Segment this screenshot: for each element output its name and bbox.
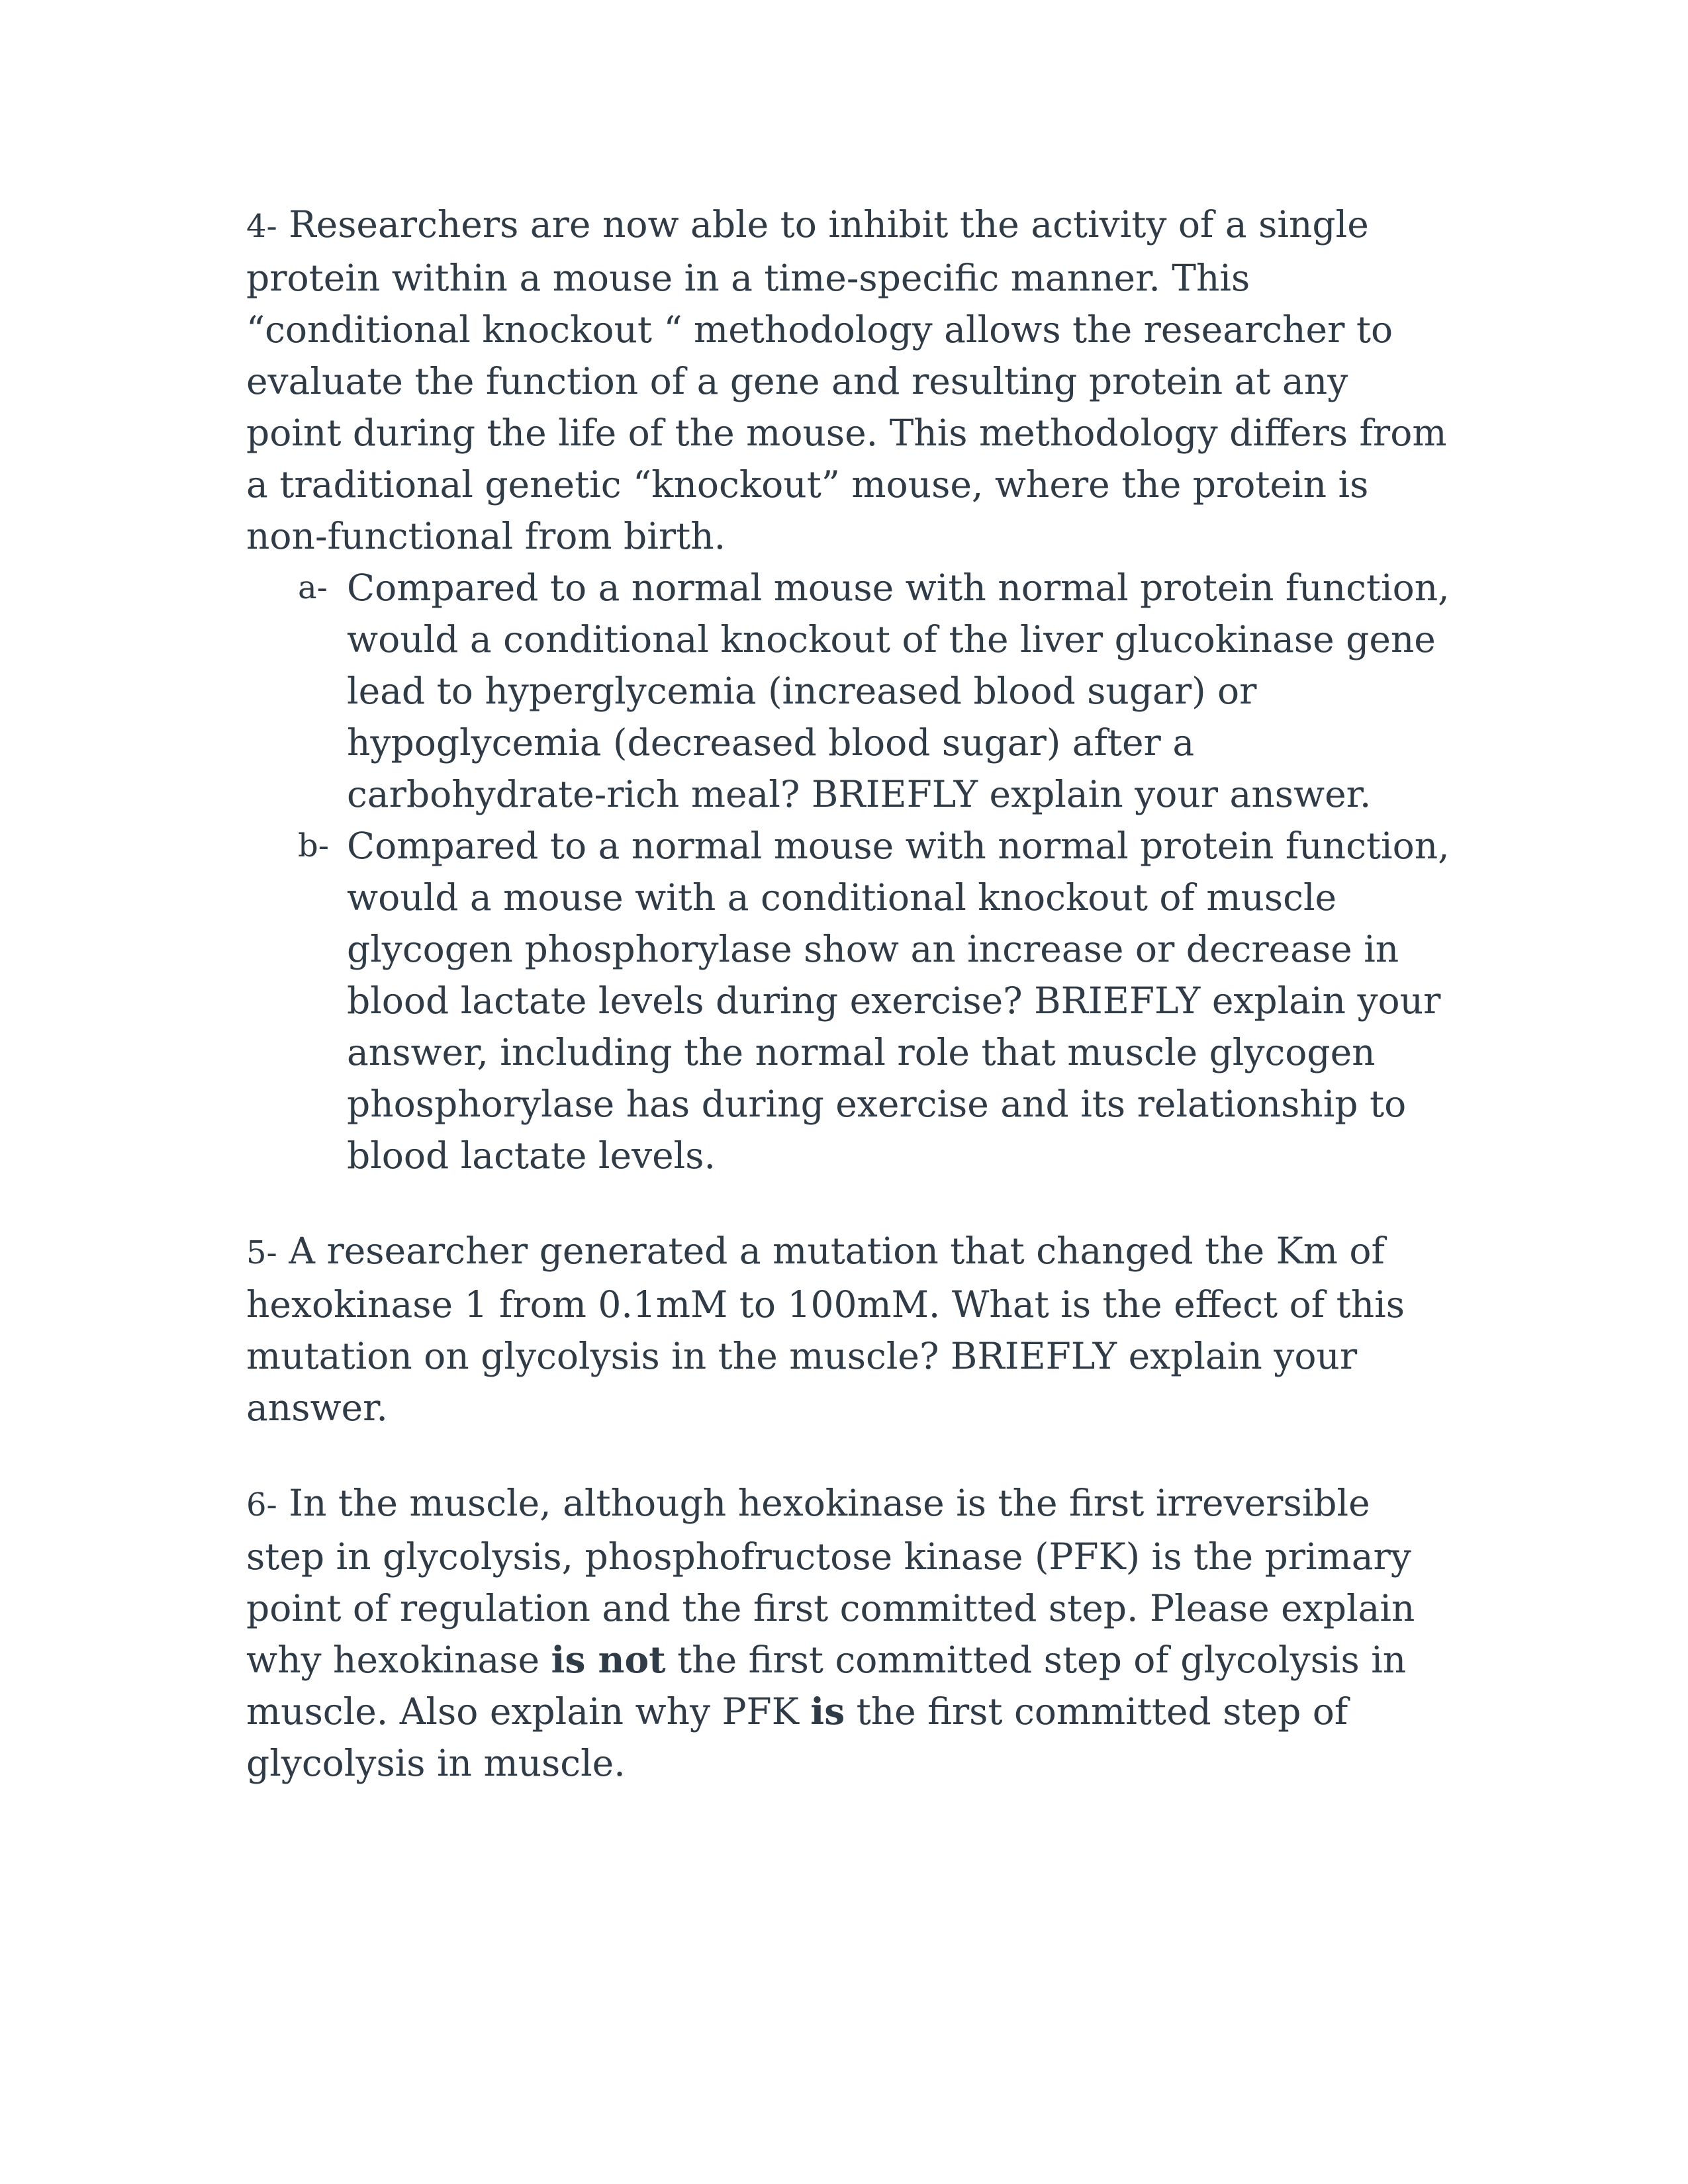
question-body-part3: the first committed step of glycolysis in muscle.	[246, 1690, 1348, 1784]
question-body-part1: In the muscle, although hexokinase is the first irreversible step in glycolysis, phosphofructose kinase (PFK) is the primary point of regulation and the first committed step. Please explain why hexokinase	[246, 1482, 1415, 1681]
question-5-text	[246, 1225, 1451, 1433]
subpart-marker: b-	[298, 827, 329, 864]
question-4a	[246, 562, 1451, 820]
question-6-text	[246, 1477, 1451, 1789]
question-number: 6-	[246, 1486, 277, 1524]
question-number: 5-	[246, 1234, 277, 1271]
subpart-text: Compared to a normal mouse with normal protein function, would a mouse with a conditional knockout of muscle glycogen phosphorylase show an increase or decrease in blood lactate levels during exercise? BRIEFLY explain your answer, including the normal role that muscle glycogen phosphorylase has during exercise and its relationship to blood lactate levels.	[347, 825, 1450, 1177]
emphasis-is: is	[810, 1690, 845, 1733]
document-body	[246, 199, 1451, 1833]
question-number: 4-	[246, 208, 277, 245]
emphasis-is-not: is not	[551, 1638, 666, 1681]
question-body: A researcher generated a mutation that changed the Km of hexokinase 1 from 0.1mM to 100mM. What is the effect of this mutation on glycolysis in the muscle? BRIEFLY explain your answer.	[246, 1230, 1405, 1429]
question-4b	[246, 820, 1451, 1181]
question-5	[246, 1225, 1451, 1433]
subpart-text: Compared to a normal mouse with normal protein function, would a conditional knockout of the liver glucokinase gene lead to hyperglycemia (increased blood sugar) or hypoglycemia (decreased blood sugar) after a carbohydrate-rich meal? BRIEFLY explain your answer.	[347, 567, 1450, 815]
subpart-marker: a-	[298, 569, 328, 606]
question-4-subparts	[246, 562, 1451, 1181]
question-4-text	[246, 199, 1451, 562]
question-body-part2: the first committed step of glycolysis in muscle. Also explain why PFK	[246, 1639, 1407, 1733]
question-4	[246, 199, 1451, 1181]
question-body: Researchers are now able to inhibit the activity of a single protein within a mouse in a time-specific manner. This “conditional knockout “ methodology allows the researcher to evaluate the function of a gene and resulting protein at any point during the life of the mouse. This methodology differs from a traditional genetic “knockout” mouse, where the protein is non-functional from birth.	[246, 203, 1447, 557]
question-6	[246, 1477, 1451, 1789]
